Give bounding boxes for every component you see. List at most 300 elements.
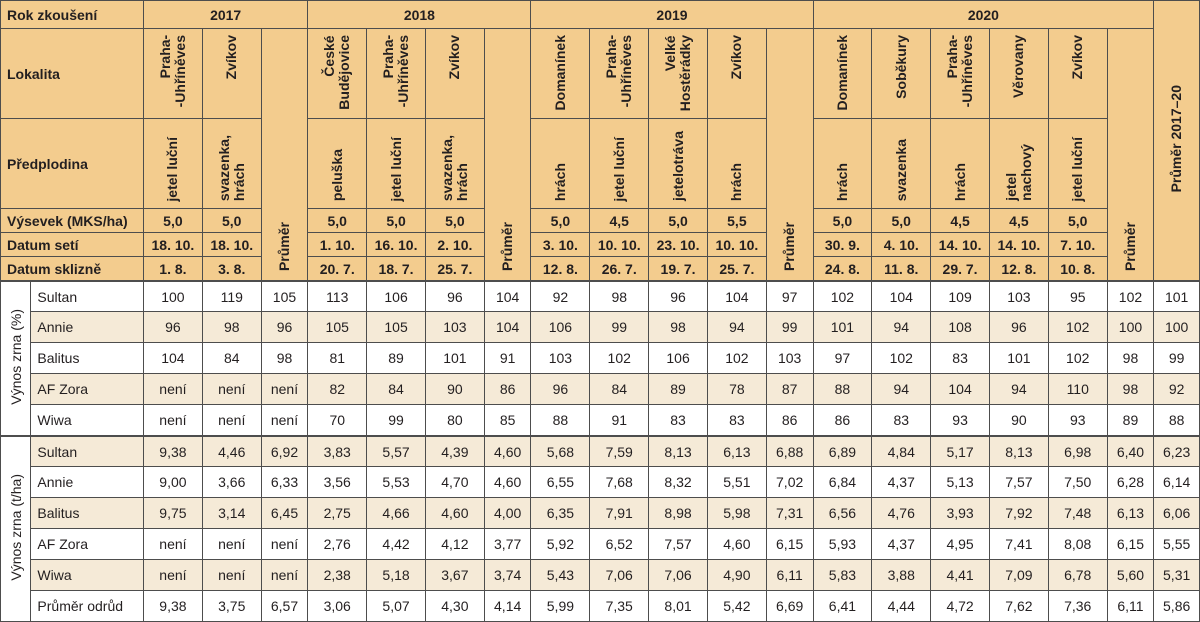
value-cell: 98 [202,312,261,343]
value-cell: 6,98 [1048,436,1107,467]
value-cell: 7,06 [649,560,708,591]
value-cell: 93 [931,405,990,436]
value-cell: 106 [649,343,708,374]
sowing-date-cell: 18. 10. [202,233,261,257]
value-cell: 96 [989,312,1048,343]
value-cell: 5,31 [1154,560,1200,591]
value-cell: 103 [989,281,1048,312]
previous-crop [531,119,590,209]
sowing-date-cell: 1. 10. [308,233,367,257]
value-cell: 94 [872,312,931,343]
site-name-text: Velké Hostěrádky [662,35,694,112]
value-cell: 108 [931,312,990,343]
previous-crop-text: peluška [328,149,345,202]
value-cell: 5,53 [367,467,426,498]
value-cell: 5,17 [931,436,990,467]
value-cell: 4,60 [707,529,766,560]
year-header: 2019 [531,1,813,29]
value-cell: 9,75 [144,498,203,529]
site-name-text: České Budějovice [321,35,353,110]
value-cell: 4,39 [425,436,484,467]
value-cell: 5,07 [367,591,426,622]
site-name-text: Zvíkov [728,35,745,80]
value-cell: 2,38 [308,560,367,591]
variety-name: Průměr odrůd [31,591,144,622]
value-cell: 105 [367,312,426,343]
value-cell: 96 [531,374,590,405]
site-name-text: Věrovany [1010,35,1027,99]
header-lokalita: Lokalita [1,29,144,119]
value-cell: není [202,374,261,405]
variety-name: Balitus [31,343,144,374]
value-cell: 88 [531,405,590,436]
value-cell: 6,14 [1154,467,1200,498]
value-cell: 83 [649,405,708,436]
site-name-text: Soběkury [892,35,909,99]
value-cell: 7,62 [989,591,1048,622]
value-cell: 101 [425,343,484,374]
value-cell: 106 [531,312,590,343]
value-cell: 101 [989,343,1048,374]
value-cell: 4,12 [425,529,484,560]
value-cell: 8,98 [649,498,708,529]
value-cell: 6,13 [707,436,766,467]
previous-crop-text: hrách [951,163,968,202]
value-cell: 5,93 [813,529,872,560]
value-cell: 98 [590,281,649,312]
value-cell: 7,50 [1048,467,1107,498]
value-cell: není [202,405,261,436]
value-cell: 7,06 [590,560,649,591]
value-cell: 95 [1048,281,1107,312]
group-label-text: Výnos zrna (t/ha) [7,474,24,581]
value-cell: není [144,405,203,436]
value-cell: 85 [484,405,531,436]
value-cell: není [202,560,261,591]
sowing-date-cell: 23. 10. [649,233,708,257]
prumer-label: Průměr [781,221,798,271]
site-name [649,29,708,119]
group-label-text: Výnos zrna (%) [7,308,24,405]
previous-crop-text: jetel nachový [1002,144,1034,202]
seeding-rate-cell: 4,5 [590,209,649,233]
sowing-date-cell: 16. 10. [367,233,426,257]
site-name [531,29,590,119]
prumer-label: Průměr [275,221,292,271]
value-cell: 6,52 [590,529,649,560]
sowing-date-cell: 2. 10. [425,233,484,257]
value-cell: 78 [707,374,766,405]
value-cell: 7,48 [1048,498,1107,529]
value-cell: 7,35 [590,591,649,622]
value-cell: 83 [707,405,766,436]
value-cell: není [144,560,203,591]
value-cell: 4,42 [367,529,426,560]
site-name-text: Domanínek [833,35,850,111]
previous-crop [649,119,708,209]
seeding-rate-cell: 5,0 [308,209,367,233]
value-cell: 103 [766,343,813,374]
header-sowing-date: Datum setí [1,233,144,257]
previous-crop [144,119,203,209]
value-cell: 104 [144,343,203,374]
previous-crop-text: hrách [833,163,850,202]
value-cell: 103 [531,343,590,374]
value-cell: 3,67 [425,560,484,591]
seeding-rate-cell: 5,0 [425,209,484,233]
value-cell: 83 [931,343,990,374]
value-cell: 7,57 [989,467,1048,498]
value-cell: není [261,560,308,591]
value-cell: 5,99 [531,591,590,622]
sowing-date-cell: 18. 10. [144,233,203,257]
value-cell: 99 [1154,343,1200,374]
value-cell: 6,23 [1154,436,1200,467]
value-cell: 87 [766,374,813,405]
value-cell: 102 [1048,312,1107,343]
variety-name: Annie [31,312,144,343]
value-cell: 5,98 [707,498,766,529]
group-label-rel [1,281,31,436]
value-cell: 92 [531,281,590,312]
harvest-date-cell: 3. 8. [202,257,261,281]
value-cell: 6,11 [766,560,813,591]
value-cell: 4,66 [367,498,426,529]
value-cell: 3,77 [484,529,531,560]
previous-crop [813,119,872,209]
value-cell: 6,45 [261,498,308,529]
value-cell: 102 [1107,281,1154,312]
value-cell: 102 [872,343,931,374]
value-cell: 6,28 [1107,467,1154,498]
previous-crop-text: jetelotráva [669,131,686,202]
value-cell: není [144,374,203,405]
value-cell: 4,41 [931,560,990,591]
value-cell: 96 [649,281,708,312]
year-header: 2020 [813,1,1154,29]
value-cell: 99 [590,312,649,343]
value-cell: 96 [425,281,484,312]
value-cell: 4,72 [931,591,990,622]
site-name [590,29,649,119]
variety-name: AF Zora [31,529,144,560]
seeding-rate-cell: 5,0 [1048,209,1107,233]
previous-crop-text: svazenka [892,138,909,202]
value-cell: 102 [707,343,766,374]
value-cell: není [261,374,308,405]
seeding-rate-cell: 5,0 [367,209,426,233]
harvest-date-cell: 26. 7. [590,257,649,281]
value-cell: 86 [813,405,872,436]
value-cell: 84 [202,343,261,374]
value-cell: 6,57 [261,591,308,622]
harvest-date-cell: 29. 7. [931,257,990,281]
value-cell: 86 [484,374,531,405]
value-cell: 3,14 [202,498,261,529]
sowing-date-cell: 30. 9. [813,233,872,257]
value-cell: 7,91 [590,498,649,529]
sowing-date-cell: 10. 10. [590,233,649,257]
previous-crop [425,119,484,209]
value-cell: 4,30 [425,591,484,622]
variety-name: Wiwa [31,560,144,591]
value-cell: 3,66 [202,467,261,498]
value-cell: 4,60 [484,467,531,498]
previous-crop-text: hrách [728,163,745,202]
previous-crop [931,119,990,209]
value-cell: 89 [367,343,426,374]
value-cell: 6,92 [261,436,308,467]
variety-name: Balitus [31,498,144,529]
variety-name: AF Zora [31,374,144,405]
value-cell: 102 [1048,343,1107,374]
year-header: 2017 [144,1,308,29]
value-cell: 97 [766,281,813,312]
value-cell: 101 [1154,281,1200,312]
value-cell: 7,92 [989,498,1048,529]
site-name-text: Zvíkov [223,35,240,80]
value-cell: 7,02 [766,467,813,498]
value-cell: 6,56 [813,498,872,529]
value-cell: 98 [1107,343,1154,374]
site-name [144,29,203,119]
value-cell: 109 [931,281,990,312]
harvest-date-cell: 19. 7. [649,257,708,281]
value-cell: 4,84 [872,436,931,467]
value-cell: 5,68 [531,436,590,467]
variety-name: Wiwa [31,405,144,436]
value-cell: 96 [261,312,308,343]
seeding-rate-cell: 5,0 [531,209,590,233]
site-name [202,29,261,119]
site-name [367,29,426,119]
harvest-date-cell: 10. 8. [1048,257,1107,281]
value-cell: 6,41 [813,591,872,622]
value-cell: 6,40 [1107,436,1154,467]
value-cell: 106 [367,281,426,312]
seeding-rate-cell: 4,5 [931,209,990,233]
sowing-date-cell: 14. 10. [931,233,990,257]
value-cell: 4,95 [931,529,990,560]
site-name-text: Praha- -Uhříněves [603,35,635,108]
value-cell: 102 [813,281,872,312]
value-cell: 70 [308,405,367,436]
variety-name: Sultan [31,436,144,467]
header-prumer-year [261,29,308,281]
header-rok: Rok zkoušení [1,1,144,29]
value-cell: 99 [367,405,426,436]
value-cell: 4,37 [872,467,931,498]
value-cell: 5,92 [531,529,590,560]
previous-crop-text: svazenka, hrách [438,135,470,202]
site-name [425,29,484,119]
sowing-date-cell: 3. 10. [531,233,590,257]
value-cell: 3,75 [202,591,261,622]
value-cell: 8,32 [649,467,708,498]
value-cell: 6,15 [766,529,813,560]
value-cell: 5,57 [367,436,426,467]
sowing-date-cell: 4. 10. [872,233,931,257]
value-cell: 8,08 [1048,529,1107,560]
value-cell: 4,70 [425,467,484,498]
harvest-date-cell: 11. 8. [872,257,931,281]
previous-crop-text: svazenka, hrách [215,135,247,202]
value-cell: 84 [367,374,426,405]
value-cell: 3,56 [308,467,367,498]
previous-crop-text: hrách [551,163,568,202]
value-cell: 104 [872,281,931,312]
harvest-date-cell: 12. 8. [989,257,1048,281]
value-cell: 7,57 [649,529,708,560]
value-cell: 6,11 [1107,591,1154,622]
variety-name: Sultan [31,281,144,312]
seeding-rate-cell: 5,0 [202,209,261,233]
previous-crop [590,119,649,209]
value-cell: 91 [590,405,649,436]
site-name [308,29,367,119]
value-cell: 80 [425,405,484,436]
value-cell: 6,69 [766,591,813,622]
value-cell: 98 [1107,374,1154,405]
prumer-label: Průměr [1121,221,1138,271]
value-cell: není [261,529,308,560]
value-cell: 89 [649,374,708,405]
header-prumer-year [1107,29,1154,281]
value-cell: 81 [308,343,367,374]
value-cell: 98 [649,312,708,343]
value-cell: 7,36 [1048,591,1107,622]
previous-crop-text: jetel luční [1069,136,1086,202]
value-cell: 4,46 [202,436,261,467]
value-cell: 103 [425,312,484,343]
harvest-date-cell: 24. 8. [813,257,872,281]
value-cell: 6,33 [261,467,308,498]
previous-crop [1048,119,1107,209]
group-label-abs [1,436,31,622]
value-cell: 3,74 [484,560,531,591]
previous-crop-text: jetel luční [387,136,404,202]
value-cell: 88 [1154,405,1200,436]
seeding-rate-cell: 4,5 [989,209,1048,233]
value-cell: 5,51 [707,467,766,498]
value-cell: není [202,529,261,560]
value-cell: 9,38 [144,436,203,467]
site-name-text: Domanínek [551,35,568,111]
value-cell: 6,89 [813,436,872,467]
value-cell: 94 [872,374,931,405]
previous-crop [367,119,426,209]
site-name [1048,29,1107,119]
prumer-total-label: Průměr 2017–20 [1168,85,1185,193]
value-cell: není [261,405,308,436]
value-cell: 82 [308,374,367,405]
value-cell: 91 [484,343,531,374]
previous-crop-text: jetel luční [164,136,181,202]
previous-crop [989,119,1048,209]
value-cell: 113 [308,281,367,312]
value-cell: 89 [1107,405,1154,436]
value-cell: 100 [144,281,203,312]
value-cell: 4,00 [484,498,531,529]
value-cell: 104 [707,281,766,312]
value-cell: 100 [1107,312,1154,343]
value-cell: 2,75 [308,498,367,529]
site-name-text: Praha- -Uhříněves [944,35,976,108]
value-cell: 6,84 [813,467,872,498]
value-cell: 93 [1048,405,1107,436]
seeding-rate-cell: 5,0 [144,209,203,233]
value-cell: 9,00 [144,467,203,498]
value-cell: 104 [484,312,531,343]
seeding-rate-cell: 5,0 [872,209,931,233]
value-cell: 6,35 [531,498,590,529]
variety-name: Annie [31,467,144,498]
value-cell: 6,78 [1048,560,1107,591]
value-cell: 5,43 [531,560,590,591]
value-cell: 5,55 [1154,529,1200,560]
value-cell: 90 [425,374,484,405]
value-cell: 8,01 [649,591,708,622]
site-name [872,29,931,119]
header-prumer-total [1154,1,1200,281]
header-predplodina: Předplodina [1,119,144,209]
sowing-date-cell: 10. 10. [707,233,766,257]
value-cell: 2,76 [308,529,367,560]
prumer-label: Průměr [499,221,516,271]
value-cell: 5,18 [367,560,426,591]
value-cell: 5,42 [707,591,766,622]
value-cell: 4,60 [425,498,484,529]
header-prumer-year [766,29,813,281]
value-cell: 6,88 [766,436,813,467]
value-cell: 97 [813,343,872,374]
value-cell: 6,06 [1154,498,1200,529]
value-cell: 104 [931,374,990,405]
harvest-date-cell: 25. 7. [425,257,484,281]
value-cell: 4,44 [872,591,931,622]
value-cell: 7,59 [590,436,649,467]
site-name [931,29,990,119]
previous-crop-text: jetel luční [610,136,627,202]
site-name [707,29,766,119]
site-name-text: Praha- -Uhříněves [156,35,188,108]
value-cell: 100 [1154,312,1200,343]
previous-crop [707,119,766,209]
value-cell: 5,83 [813,560,872,591]
value-cell: 94 [989,374,1048,405]
header-seeding-rate: Výsevek (MKS/ha) [1,209,144,233]
value-cell: 4,14 [484,591,531,622]
value-cell: 3,83 [308,436,367,467]
value-cell: 110 [1048,374,1107,405]
header-prumer-year [484,29,531,281]
value-cell: 3,88 [872,560,931,591]
value-cell: 105 [261,281,308,312]
value-cell: 5,13 [931,467,990,498]
previous-crop [202,119,261,209]
site-name-text: Zvíkov [1069,35,1086,80]
year-header: 2018 [308,1,531,29]
value-cell: 98 [261,343,308,374]
value-cell: 105 [308,312,367,343]
value-cell: 7,68 [590,467,649,498]
previous-crop [872,119,931,209]
seeding-rate-cell: 5,0 [813,209,872,233]
value-cell: 84 [590,374,649,405]
site-name [989,29,1048,119]
value-cell: 102 [590,343,649,374]
value-cell: 6,15 [1107,529,1154,560]
